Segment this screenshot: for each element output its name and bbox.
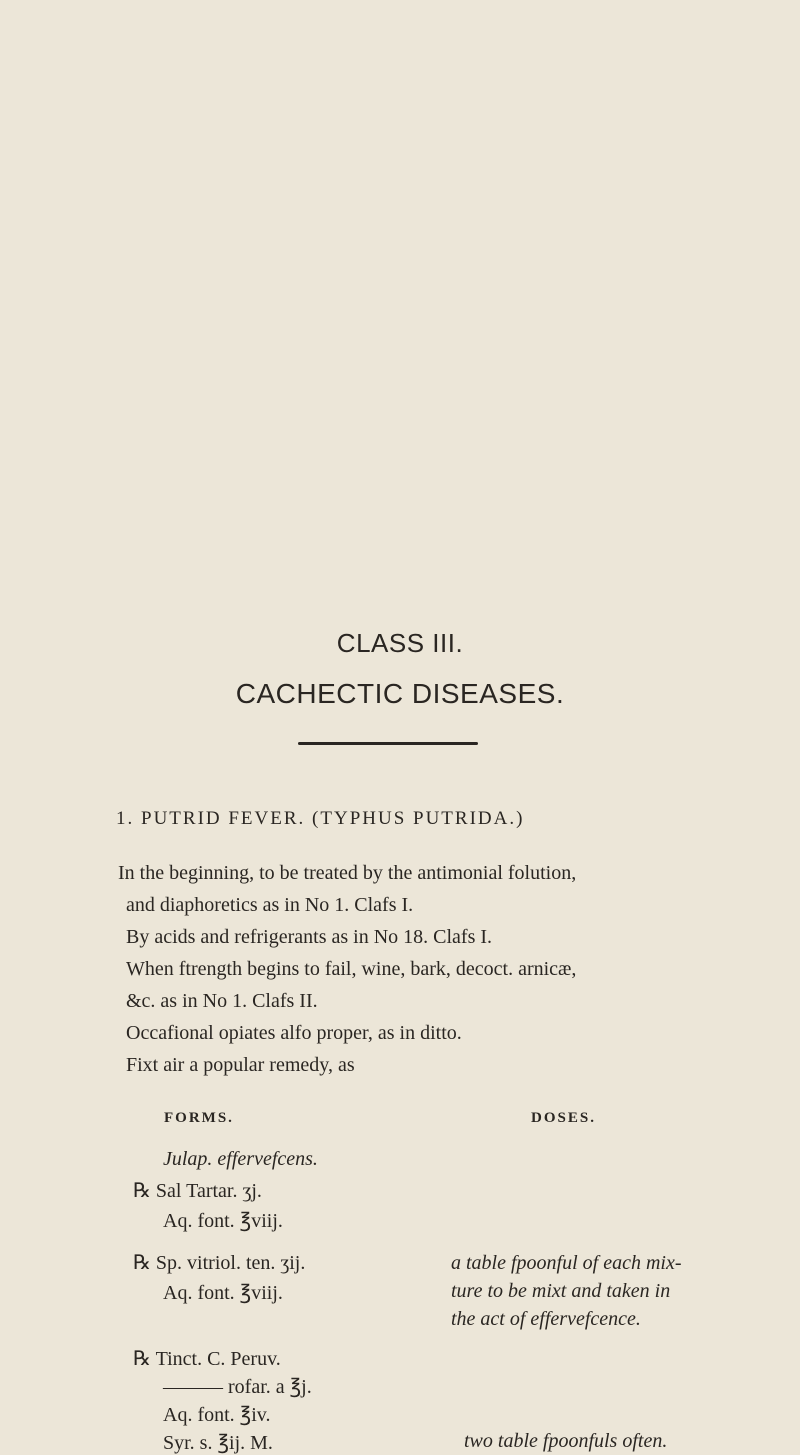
- prescription-line: ℞ Tinct. C. Peruv.: [133, 1348, 281, 1370]
- prescription-line: Aq. font. ℥viij.: [163, 1282, 283, 1304]
- dose-line: the act of effervefcence.: [451, 1308, 641, 1330]
- paragraph-line: &c. as in No 1. Clafs II.: [126, 990, 318, 1012]
- prescription-line: Aq. font. ℥iv.: [163, 1404, 271, 1426]
- prescription-line: ——— rofar. a ℥j.: [163, 1376, 312, 1398]
- class-name: CACHECTIC DISEASES.: [235, 678, 565, 709]
- paragraph-line: Occafional opiates alfo proper, as in ditto.: [126, 1022, 462, 1044]
- prescription-line: Syr. s. ℥ij. M.: [163, 1432, 273, 1454]
- section-heading: 1. PUTRID FEVER. (TYPHUS PUTRIDA.): [116, 808, 525, 829]
- paragraph-line: Fixt air a popular remedy, as: [126, 1054, 355, 1076]
- paragraph-line: In the beginning, to be treated by the antimonial folution,: [118, 862, 577, 884]
- paragraph-line: By acids and refrigerants as in No 18. Clafs I.: [126, 926, 493, 948]
- prescription-line: Aq. font. ℥viij.: [163, 1210, 283, 1232]
- forms-header: FORMS.: [164, 1110, 234, 1126]
- doses-header: DOSES.: [531, 1110, 596, 1126]
- divider-rule: [298, 742, 478, 745]
- dose-line: ture to be mixt and taken in: [451, 1280, 671, 1302]
- paragraph-line: When ftrength begins to fail, wine, bark, decoct. arnicæ,: [126, 958, 577, 980]
- dose-line: two table fpoonfuls often.: [464, 1430, 668, 1452]
- prescription-title: Julap. effervefcens.: [163, 1148, 318, 1170]
- class-label: CLASS III.: [336, 628, 464, 658]
- paragraph-line: and diaphoretics as in No 1. Clafs I.: [126, 894, 414, 916]
- prescription-line: ℞ Sal Tartar. ʒj.: [133, 1180, 262, 1202]
- dose-line: a table fpoonful of each mix-: [451, 1252, 682, 1274]
- prescription-line: ℞ Sp. vitriol. ten. ʒij.: [133, 1252, 306, 1274]
